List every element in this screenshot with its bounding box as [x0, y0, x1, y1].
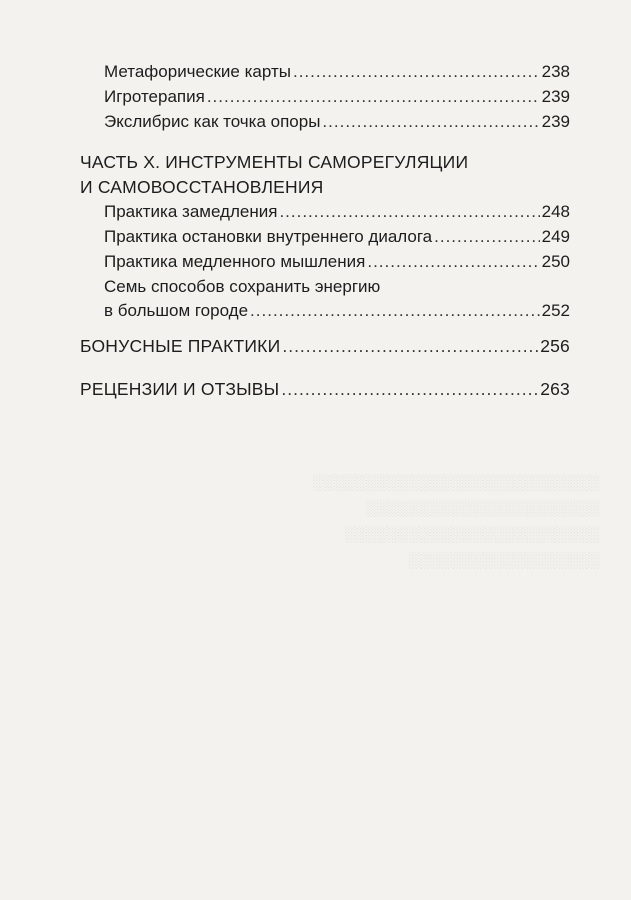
- toc-entry-label: Практика замедления: [104, 202, 278, 221]
- table-of-contents: [80, 60, 570, 402]
- toc-entry-page: 238: [541, 62, 570, 81]
- toc-entry: [80, 225, 570, 249]
- dot-leader: [281, 377, 538, 401]
- toc-entry-label-line1: Семь способов сохранить энергию: [104, 277, 381, 296]
- part-title-line: И САМОВОССТАНОВЛЕНИЯ: [80, 177, 324, 197]
- dot-leader: [250, 299, 540, 323]
- toc-entry-page: 239: [541, 87, 570, 106]
- toc-entry-label: Практика остановки внутреннего диалога: [104, 227, 433, 246]
- toc-entry-page: 252: [541, 301, 570, 320]
- toc-entry: [80, 85, 570, 109]
- toc-entry: [80, 110, 570, 134]
- dot-leader: [293, 60, 540, 84]
- dot-leader: [367, 250, 539, 274]
- toc-entry: [80, 60, 570, 84]
- part-title: [80, 150, 570, 200]
- dot-leader: [434, 225, 539, 249]
- toc-entry-page: 248: [541, 202, 570, 221]
- toc-entry: [80, 299, 570, 323]
- toc-entry-multiline: [80, 275, 570, 299]
- dot-leader: [207, 85, 540, 109]
- toc-entry-page: 250: [541, 252, 570, 271]
- part-title-line: ЧАСТЬ X. ИНСТРУМЕНТЫ САМОРЕГУЛЯЦИИ: [80, 152, 469, 172]
- toc-entry: [80, 200, 570, 224]
- dot-leader: [282, 334, 538, 358]
- toc-entry-page: 249: [541, 227, 570, 246]
- dot-leader: [322, 110, 539, 134]
- toc-entry-reviews: [80, 377, 570, 401]
- toc-entry-label-line2: в большом городе: [104, 301, 249, 320]
- toc-entry-label: БОНУСНЫЕ ПРАКТИКИ: [80, 336, 281, 356]
- toc-entry-page: 263: [540, 379, 570, 399]
- toc-entry-page: 256: [540, 336, 570, 356]
- toc-entry-page: 239: [541, 112, 570, 131]
- toc-entry-label: РЕЦЕНЗИИ И ОТЗЫВЫ: [80, 379, 280, 399]
- toc-entry-bonus: [80, 334, 570, 358]
- toc-entry-label: Метафорические карты: [104, 62, 291, 81]
- toc-entry: [80, 250, 570, 274]
- dot-leader: [279, 200, 539, 224]
- bleed-through-texture: ░░░░░░░░░░░░░░░░░░░░░░░░░░░ ░░░░░░░░░░░░░░░░░░░░░░ ░░░░░░░░░░░░░░░░░░░░░░░░ ░░░░░░░░░░░░░░░░░░: [313, 474, 600, 569]
- toc-entry-label: Экслибрис как точка опоры: [104, 112, 321, 131]
- toc-entry-label: Игротерапия: [104, 87, 205, 106]
- toc-entry-label: Практика медленного мышления: [104, 252, 366, 271]
